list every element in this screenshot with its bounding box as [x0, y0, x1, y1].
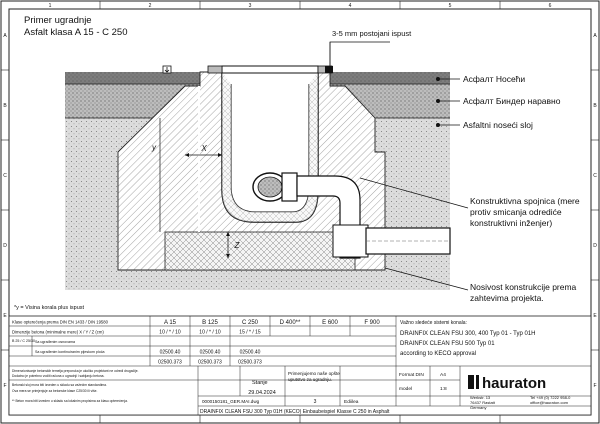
tb-class-b125: B 125: [202, 320, 218, 326]
tb-note-5: ** Beton mora biti izveden u skladu sa lokalnim propisima za klasu opterećenja.: [12, 399, 128, 403]
zone-col-6: 6: [548, 3, 552, 9]
zone-row-a: A: [3, 33, 7, 39]
callout-joint-3: konstruktivni inženjer): [470, 218, 553, 228]
tb-load-class-label: Klase opterećenja prema DIN EN 1433 / DIN 19580: [12, 319, 108, 325]
zone-col-5: 5: [448, 3, 452, 9]
tb-note-4: Ova mera se primjenjuje za betonske klase C25/30 ili više.: [12, 389, 98, 393]
gap-marker-right: [325, 66, 333, 73]
zone-row-c-right: C: [593, 173, 597, 179]
tb-class-f900: F 900: [364, 320, 380, 326]
tb-note-2: Dodatno je potrebno voditi računa o ugradnji i sabijanju betona.: [12, 374, 105, 378]
zone-row-b-right: B: [593, 103, 597, 109]
tb-dims-c250: 15 / * / 15: [239, 329, 261, 336]
tb-class-e600: E 600: [322, 320, 338, 326]
zone-col-3: 3: [248, 3, 252, 9]
outlet-spigot: [282, 173, 297, 201]
tb-code-b-2: 02500.373: [198, 359, 222, 366]
tb-model-label: model: [399, 387, 413, 392]
tb-code-a-1: 02500.40: [159, 349, 181, 356]
leader-dot-binder: [436, 99, 440, 103]
tb-state-date: 29.04.2024: [248, 390, 276, 396]
zone-row-e: E: [3, 313, 7, 319]
cross-section: [65, 66, 450, 290]
logo-bar-2: [476, 375, 479, 389]
tb-address-2: 76437 Rastatt: [470, 400, 495, 405]
tb-state-label: Stanje: [252, 380, 268, 386]
tb-drawing-number: 0000150181_GER.MAI.dwg: [202, 399, 260, 404]
zone-row-c: C: [3, 173, 7, 179]
zone-col-4: 4: [348, 3, 352, 9]
tb-dims-b125: 10 / * / 10: [199, 329, 221, 336]
tb-class-a15: A 15: [163, 320, 177, 326]
tb-format-label: Format DIN: [399, 373, 424, 378]
callout-joint-2: protiv smicanja odrediće: [470, 207, 562, 217]
tb-address-3: Germany: [470, 405, 487, 410]
tb-code-a-3: 02500.40: [239, 349, 261, 356]
tb-format-value: A4: [440, 373, 446, 378]
grating-frame-left: [208, 66, 222, 73]
dim-z-label: Z: [234, 241, 240, 250]
filter-pipe-core: [258, 177, 282, 197]
bed-gap-left: [198, 86, 200, 232]
tb-product-2: DRAINFIX CLEAN FSU 500 Typ 01: [400, 341, 495, 347]
logo-bar-1: [468, 375, 474, 389]
zone-row-b: B: [3, 103, 7, 109]
zone-row-a-right: A: [593, 33, 597, 39]
tb-dims-label: Dimenzije betona (minimalne mere) X / Y / Z (cm): [12, 329, 104, 335]
tb-concrete-side: B 25 / C 25/30: [12, 339, 35, 343]
tb-code-b-1: 02500.373: [158, 359, 182, 366]
outlet-socket: [333, 225, 368, 257]
tb-model-value: 1:8: [440, 387, 447, 392]
zone-col-1: 1: [48, 3, 52, 9]
channel-grating: [222, 66, 318, 73]
tb-class-c250: C 250: [241, 320, 259, 326]
brand-name: hauraton: [482, 375, 547, 392]
tb-product-head: Važno sledeće sistemi konala:: [400, 320, 467, 326]
title-block: [9, 316, 591, 415]
callout-support-1: Nosivost konstrukcije prema: [470, 282, 577, 292]
callout-base: Asfaltni noseći sloj: [463, 120, 533, 130]
dim-x-label: X: [201, 144, 207, 153]
tb-code-a-2: 02500.40: [199, 349, 221, 356]
zone-row-e-right: E: [593, 313, 597, 319]
leader-dot-base: [436, 123, 440, 127]
callout-binder: Асфалт Биндер наравно: [463, 96, 561, 106]
footnote: *y = Visina korala plus ispust: [14, 305, 85, 311]
tb-class-d400: D 400**: [279, 320, 301, 326]
tb-code-b-3: 02500.373: [238, 359, 262, 366]
leader-dot-surface: [436, 77, 440, 81]
zone-row-d-right: D: [593, 243, 597, 249]
tb-product-3: according to KECO approval: [400, 351, 477, 357]
tb-sheet-number: 3: [313, 399, 317, 405]
tb-contact-2: office@hauraton.com: [530, 400, 569, 405]
zone-row-d: D: [3, 243, 7, 249]
tb-option-a: Sa ugrađenim osnovama: [35, 340, 75, 344]
tb-address-1: Werkstr. 13: [470, 395, 491, 400]
tb-contact-1: Tel +49 (0) 7222 958-0: [530, 395, 571, 400]
drawing-title: Primer ugradnje: [24, 15, 92, 26]
tb-note-3: Betonski sloj mora biti izveden u skladu sa važećim standardima.: [12, 383, 107, 387]
zone-row-f-right: F: [593, 383, 597, 389]
tb-note-mid-1: Primenjujemo naše opšte: [288, 371, 340, 376]
tb-edit-label: Ediilea: [344, 400, 359, 405]
tb-option-b: Sa ugrađenim kontinuiranim pijeskom ploča: [35, 350, 105, 354]
callout-gap: 3-5 mm postojani ispust: [332, 29, 412, 38]
drawing-subtitle: Asfalt klasa A 15 - C 250: [24, 27, 128, 38]
zone-col-2: 2: [148, 3, 152, 9]
callout-joint-1: Konstruktivna spojnica (mere: [470, 196, 580, 206]
tb-dims-a15: 10 / * / 10: [159, 329, 181, 336]
tb-bottom-title: DRAINFIX CLEAN FSU 300 Typ 01H (KECO) Einbaubeispiel Klasse C 250 in Asphalt: [200, 409, 390, 415]
concrete-foundation: [165, 232, 355, 270]
callout-support-2: zahtevima projekta.: [470, 293, 544, 303]
zone-row-f: F: [3, 383, 7, 389]
tb-note-mid-2: uputstvo za ugradnju.: [288, 377, 332, 382]
tb-product-1: DRAINFIX CLEAN FSU 300, 400 Typ 01 - Typ 01H: [400, 331, 536, 337]
callout-surface: Асфалт Носећи: [463, 74, 526, 84]
tb-note-1: Dimenzionisanje betonskih temelja preporuka je ukoliko projektant ne odredi drugačije.: [12, 369, 139, 373]
dim-y-label: y: [152, 143, 156, 152]
